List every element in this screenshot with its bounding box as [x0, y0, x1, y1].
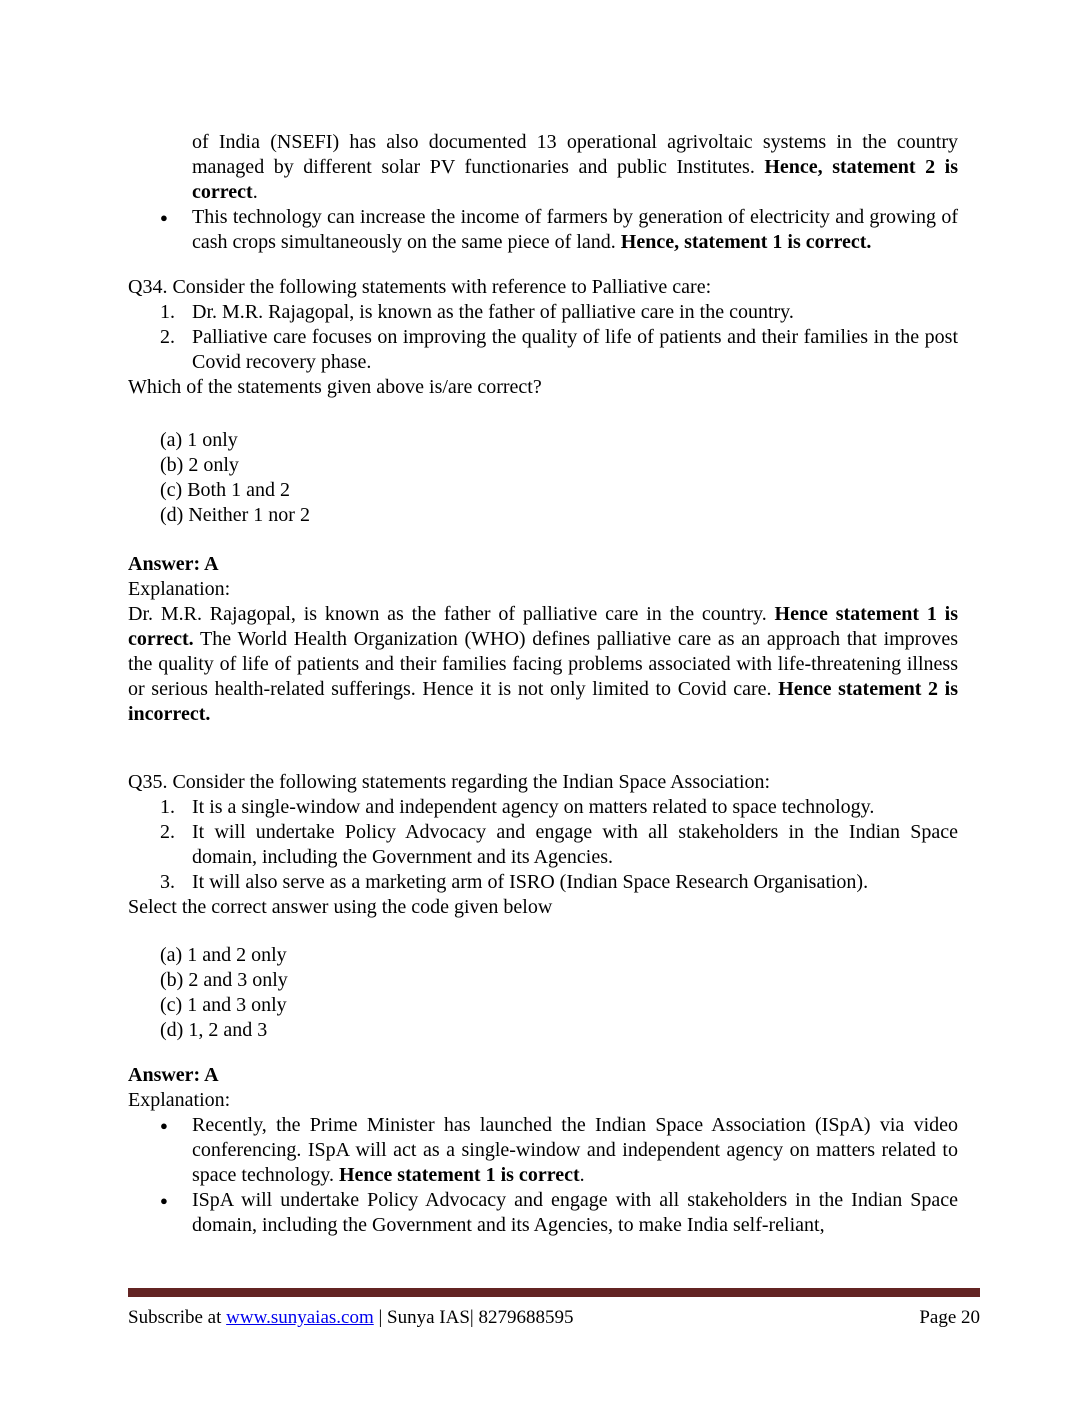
text-run: Subscribe at: [128, 1307, 227, 1328]
subscribe-link[interactable]: www.sunyaias.com: [226, 1307, 374, 1328]
text-run: Hence, statement 1 is correct.: [620, 231, 872, 253]
q35-statement-1-text: It is a single-window and independent agency on matters related to space technology.: [192, 796, 875, 818]
q34-statement-1-text: Dr. M.R. Rajagopal, is known as the father of palliative care in the country.: [192, 301, 794, 323]
q34-answer-label: Answer: A: [128, 553, 219, 575]
text-run: Dr. M.R. Rajagopal, is known as the father of palliative care in the country.: [128, 603, 775, 625]
bullet-icon: ●: [160, 210, 168, 225]
question-35-block: [128, 770, 958, 1238]
page-footer: [128, 1288, 980, 1330]
q34-statement-2: [128, 325, 958, 375]
text-run: .: [252, 181, 258, 203]
q35-statement-1: [128, 795, 958, 820]
question-34-block: [128, 275, 958, 727]
text-run: Hence statement 1 is correct: [338, 1164, 580, 1186]
q34-statement-1-number: 1.: [160, 301, 175, 323]
q35-options: [128, 943, 958, 1043]
q35-explanation-bullet-2-text: [192, 1188, 958, 1238]
text-run: Recently, the Prime Minister has launched the Indian Space Association (ISpA) via video conferencing. ISpA will act as a single-window and independent agency on matters related to space technology.: [192, 1114, 958, 1186]
q35-explanation-bullet-1-text: [192, 1113, 958, 1188]
q35-option-d: (d) 1, 2 and 3: [160, 1019, 268, 1041]
q35-question: Q35. Consider the following statements regarding the Indian Space Association:: [128, 771, 771, 793]
q35-statement-2: [128, 820, 958, 870]
text-run: | Sunya IAS| 8279688595: [373, 1307, 574, 1328]
q34-question: Q34. Consider the following statements with reference to Palliative care:: [128, 276, 712, 298]
text-run: The World Health Organization (WHO) defines palliative care as an approach that improves the quality of life of patients and their families facing problems associated with life-threatening illness or serious health-related sufferings. Hence it is not only limited to Covid care.: [128, 628, 958, 700]
q35-answer-label: Answer: A: [128, 1064, 219, 1086]
footer-page-number: Page 20: [919, 1307, 980, 1328]
q34-option-d: (d) Neither 1 nor 2: [160, 504, 310, 526]
text-run: Hence statement 1 is correct.: [128, 603, 958, 650]
q34-answer-block: [128, 552, 958, 727]
text-run: This technology can increase the income of farmers by generation of electricity and growing of cash crops simultaneously on the same piece of land.: [192, 206, 958, 253]
q35-statement-3: [128, 870, 958, 895]
q35-explanation-label: Explanation:: [128, 1089, 231, 1111]
q34-option-c: (c) Both 1 and 2: [160, 479, 290, 501]
text-run: Hence, statement 2 is correct: [192, 156, 958, 203]
q35-answer-block: [128, 1063, 958, 1238]
q34-prompt: Which of the statements given above is/are correct?: [128, 376, 542, 398]
intro-bullet-text: [192, 205, 958, 255]
text-run: .: [579, 1164, 585, 1186]
intro-bullet-item: [128, 205, 958, 255]
q34-statement-2-number: 2.: [160, 326, 175, 348]
q35-explanation-bullet-2: [128, 1188, 958, 1238]
q35-option-b: (b) 2 and 3 only: [160, 969, 288, 991]
q34-statement-2-text: Palliative care focuses on improving the quality of life of patients and their families in the post Covid recovery phase.: [192, 326, 958, 373]
footer-subscribe-text: [128, 1305, 573, 1330]
bullet-icon: ●: [160, 1118, 168, 1133]
text-run: of India (NSEFI) has also documented 13 operational agrivoltaic systems in the country managed by different solar PV functionaries and public Institutes.: [192, 131, 958, 178]
q34-options: [128, 428, 958, 528]
q35-prompt: Select the correct answer using the code given below: [128, 896, 553, 918]
bullet-icon: ●: [160, 1193, 168, 1208]
q34-option-a: (a) 1 only: [160, 429, 238, 451]
intro-continuation-paragraph: [128, 130, 958, 205]
text-run: ISpA will undertake Policy Advocacy and engage with all stakeholders in the Indian Space domain, including the Government and its Agencies, to make India self-reliant,: [192, 1189, 958, 1236]
q34-statement-1: [128, 300, 958, 325]
text-run: Hence statement 2 is incorrect.: [128, 678, 959, 725]
q34-option-b: (b) 2 only: [160, 454, 239, 476]
q34-explanation-label: Explanation:: [128, 578, 231, 600]
q34-explanation-paragraph: [128, 602, 958, 727]
footer-divider-bar: [128, 1288, 980, 1297]
q35-option-a: (a) 1 and 2 only: [160, 944, 287, 966]
footer-text-row: [128, 1305, 980, 1330]
q35-explanation-bullet-1: [128, 1113, 958, 1188]
q35-statement-3-number: 3.: [160, 871, 175, 893]
q35-statement-3-text: It will also serve as a marketing arm of ISRO (Indian Space Research Organisation).: [192, 871, 869, 893]
q35-option-c: (c) 1 and 3 only: [160, 994, 287, 1016]
q35-statement-2-number: 2.: [160, 821, 175, 843]
q35-statement-2-text: It will undertake Policy Advocacy and engage with all stakeholders in the Indian Space domain, including the Government and its Agencies.: [192, 821, 958, 868]
q35-statement-1-number: 1.: [160, 796, 175, 818]
